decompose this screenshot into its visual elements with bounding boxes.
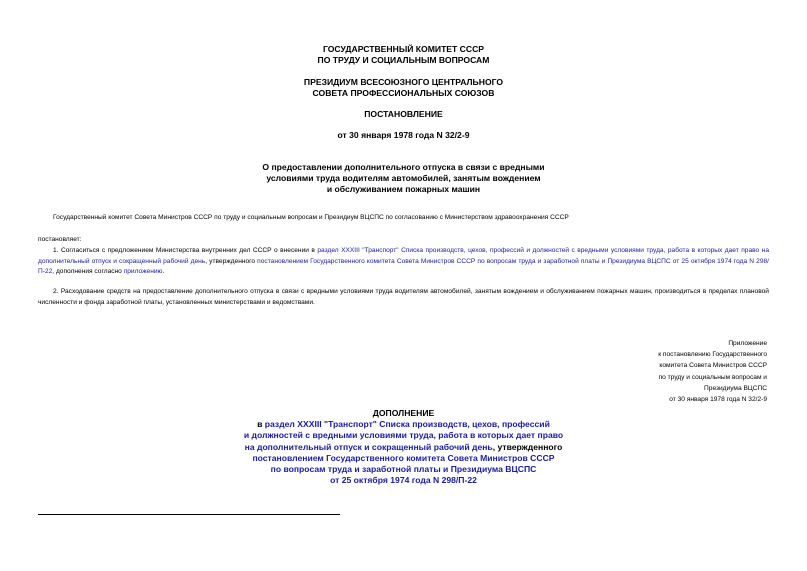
resolution-298-link[interactable]: постановлением Государственного комитета Совета Министров СССР по вопросам труда и заработной платы и Президиума ВЦСПС от 25 октября 1974 года N 298/П-22 [38,257,769,275]
appendix-line-4: по труду и социальным вопросам и [658,373,767,381]
item-1-text-a: 1. Согласиться с предложением Министерства внутренних дел СССР о внесении в [53,247,318,254]
issuer-committee [0,44,807,66]
supplement-line-5[interactable]: по вопросам труда и заработной платы и Президиума ВЦСПС [270,464,537,475]
resolves-label: постановляет: [38,236,82,243]
item-2: 2. Расходование средств на предоставление дополнительного отпуска в связи с вредными условиями труда водителям автомобилей, занятым вождением и обслуживанием пожарных машин, производиться в пределах плановой численности и фонда заработной платы, установленных министерствами и ведомствами. [38,288,769,306]
supplement-line-3 [0,442,807,453]
appendix-line-5: Президиума ВЦСПС [704,384,767,392]
document-type: ПОСТАНОВЛЕНИЕ [364,109,443,119]
appendix-reference [567,338,767,405]
supplement-line-3-suffix: , утвержденного [492,441,563,452]
item-1-text-b: , утвержденного [205,257,258,265]
item-1-text-c: , дополнения согласно [52,268,124,275]
appendix-line-2: к постановлению Государственного [658,351,767,359]
subject-line-1: О предоставлении дополнительного отпуска в связи с вредными [262,162,545,172]
document-date: от 30 января 1978 года N 32/2-9 [337,130,470,140]
preamble: Государственный комитет Совета Министров СССР по труду и социальным вопросам и Президиум ВЦСПС по согласованию с Министерством здравоохранения СССР [53,214,569,221]
footnote-divider [38,514,340,515]
appendix-link[interactable]: приложению [123,268,163,275]
supplement-line-2[interactable]: и должностей с вредными условиями труда, работа в которых дает право [243,430,564,441]
appendix-line-6: от 30 января 1978 года N 32/2-9 [669,396,767,404]
appendix-line-3: комитета Совета Министров СССР [659,362,767,370]
subject-line-3: и обслуживанием пожарных машин [326,184,481,194]
item-1-text-d: . [162,268,165,275]
committee-line-1: ГОСУДАРСТВЕННЫЙ КОМИТЕТ СССР [322,44,485,54]
supplement-line-1-prefix: в [257,419,265,430]
issuer-presidium [0,77,807,99]
supplement-line-3-link[interactable]: на дополнительный отпуск и сокращенный рабочий день [244,441,493,452]
presidium-line-2: СОВЕТА ПРОФЕССИОНАЛЬНЫХ СОЮЗОВ [312,88,495,98]
supplement-section-link[interactable]: раздел XXXIII "Транспорт" Списка производств, цехов, профессий [264,419,550,430]
document-subject [0,162,807,195]
committee-line-2: ПО ТРУДУ И СОЦИАЛЬНЫМ ВОПРОСАМ [317,55,490,65]
presidium-line-1: ПРЕЗИДИУМ ВСЕСОЮЗНОГО ЦЕНТРАЛЬНОГО [303,77,504,87]
section-xxxiii-link[interactable]: раздел XXXIII "Транспорт" Списка производств, цехов, профессий и должностей с вредными условиями труда, работа в которых дает право на дополнительный отпуск и сокращенный рабочий день [38,247,769,265]
supplement-line-1 [0,419,807,430]
item-1 [38,246,769,278]
subject-line-2: условиями труда водителям автомобилей, занятым вождением [266,173,541,183]
supplement-line-4[interactable]: постановлением Государственного комитета Совета Министров СССР [252,452,555,463]
supplement-block [0,408,807,486]
supplement-title: ДОПОЛНЕНИЕ [372,408,435,418]
appendix-line-1: Приложение [728,340,767,347]
supplement-line-6[interactable]: от 25 октября 1974 года N 298/П-22 [330,475,477,486]
